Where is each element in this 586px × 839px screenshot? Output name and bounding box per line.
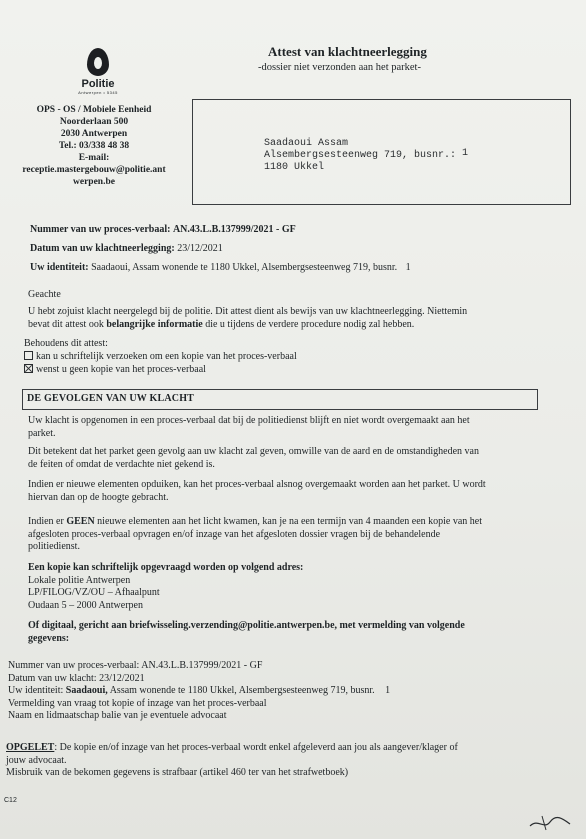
logo-subtext: Antwerpen • 5345 [78,90,118,95]
form-code: C12 [4,797,17,804]
intro-line [28,319,536,332]
checkbox-unchecked-icon [24,351,33,360]
identity-value: Saadaoui, Assam wonende te 1180 Ukkel, Alsembergsesteenweg 719, busnr. [91,262,398,273]
section-header [22,389,538,410]
paragraph-2 [28,446,536,471]
reference-text: Assam wonende te 1180 Ukkel, Alsembergsesteenweg 719, busnr. [109,685,375,696]
paragraph-line: hiervan dan op de hoogte gebracht. [28,491,169,503]
paragraph-line: Uw klacht is opgenomen in een proces-verbaal dat bij de politiedienst blijft en niet wordt overgemaakt aan het [28,415,470,426]
logo-name: Politie [81,78,115,90]
intro-line: U hebt zojuist klacht neergelegd bij de politie. Dit attest dient als bewijs van uw klachtneerlegging. Niettemin [28,306,468,317]
warning-paragraph [6,742,546,780]
checkbox-checked-icon [24,364,33,373]
paragraph-line: Indien er nieuwe elementen opduiken, kan het proces-verbaal alsnog overgemaakt worden aan het parket. U wordt [28,479,486,490]
warning-line [6,742,546,755]
reference-details [8,660,516,723]
option-no-copy-label: wenst u geen kopie van het proces-verbaal [36,364,206,375]
flame-icon [87,48,109,76]
copy-address-block [28,562,536,612]
police-logo [66,48,130,95]
misuse-line: Misbruik van de bekomen gegevens is strafbaar (artikel 460 ter van het strafwetboek) [6,767,349,778]
unit-line: 2030 Antwerpen [60,129,128,139]
option-copy [24,351,297,362]
unit-line: receptie.mastergebouw@politie.ant [22,165,166,175]
unit-line: E-mail: [78,153,110,163]
identity-label: Uw identiteit: [30,262,89,273]
paragraph-3 [28,479,536,504]
recipient-city: 1180 Ukkel [264,162,325,173]
paragraph-line: Dit betekent dat het parket geen gevolg aan uw klacht zal geven, omwille van de aard en de omstandigheden van [28,446,479,457]
section-title: DE GEVOLGEN VAN UW KLACHT [27,393,195,404]
warning-text: : De kopie en/of inzage van het proces-verbaal wordt enkel afgeleverd aan jou als aangever/klager of [54,742,458,753]
holders-label: Behoudens dit attest: [24,338,108,349]
identity-line [30,262,411,273]
date-value: 23/12/2021 [177,243,223,254]
paragraph-emphasis: GEEN [66,516,95,527]
warning-line: jouw advocaat. [6,754,67,766]
digital-line: gegevens: [28,632,70,644]
paragraph-line: politiedienst. [28,541,80,552]
recipient-house-number: 1 [462,148,469,159]
signature-mark [528,812,572,832]
reference-name: Saadaoui, [65,685,108,696]
copy-heading: Een kopie kan schriftelijk opgevraagd worden op volgend adres: [28,562,304,573]
paragraph-text: Indien er [28,516,64,527]
reference-text: Uw identiteit: [8,685,64,696]
unit-line: werpen.be [73,177,115,187]
warning-label: OPGELET [6,742,55,753]
recipient-street: Alsembergsesteenweg 719, busnr.: [264,150,457,161]
option-copy-label: kan u schriftelijk verzoeken om een kopie van het proces-verbaal [36,351,297,362]
intro-emphasis: belangrijke informatie [106,318,203,330]
date-label: Datum van uw klachtneerlegging: [30,243,175,254]
reference-line: Datum van uw klacht: 23/12/2021 [8,672,145,684]
reference-line: Vermelding van vraag tot kopie of inzage van het proces-verbaal [8,697,267,709]
reference-line: Naam en lidmaatschap balie van je eventuele advocaat [8,710,227,721]
pv-number-line [30,224,296,235]
paragraph-line: afgesloten proces-verbaal opvragen en/of inzage van het afgesloten dossier vragen bij de behandelende [28,528,441,540]
recipient-name: Saadaoui Assam [264,138,349,149]
reference-line: Nummer van uw proces-verbaal: AN.43.L.B.137999/2021 - GF [8,660,263,671]
intro-text: bevat dit attest ook [28,318,104,330]
unit-line: Tel.: 03/338 48 38 [58,141,130,151]
police-unit-address [10,104,178,188]
reference-line [8,685,516,698]
intro-paragraph [28,306,536,331]
pv-value: AN.43.L.B.137999/2021 - GF [172,224,296,235]
digital-line: Of digitaal, gericht aan briefwisseling.verzending@politie.antwerpen.be, met vermelding van volgende [28,620,465,631]
complaint-date-line [30,243,223,254]
paragraph-1 [28,415,536,440]
recipient-address [264,138,469,174]
copy-address-line: Oudaan 5 – 2000 Antwerpen [28,599,143,611]
document-subtitle: -dossier niet verzonden aan het parket- [258,62,421,73]
option-no-copy [24,364,206,375]
intro-text: die u tijdens de verdere procedure nodig zal hebben. [205,318,415,330]
pv-label: Nummer van uw proces-verbaal: [30,224,171,235]
copy-address-line: Lokale politie Antwerpen [28,574,131,586]
paragraph-text: nieuwe elementen aan het licht kwamen, kan je na een termijn van 4 maanden een kopie van het [97,516,483,527]
paragraph-line [28,516,536,529]
unit-line: Noorderlaan 500 [59,117,129,127]
identity-house-number: 1 [405,262,411,273]
greeting: Geachte [28,289,61,300]
copy-address-line: LP/FILOG/VZ/OU – Afhaalpunt [28,587,160,598]
digital-request-paragraph [28,620,536,645]
paragraph-line: de feiten of omdat de verdachte niet gekend is. [28,458,215,470]
paragraph-line: parket. [28,427,56,439]
paragraph-4 [28,516,536,554]
unit-line: OPS - OS / Mobiele Eenheid [36,105,152,115]
reference-number: 1 [385,685,391,696]
document-title: Attest van klachtneerlegging [268,44,427,59]
